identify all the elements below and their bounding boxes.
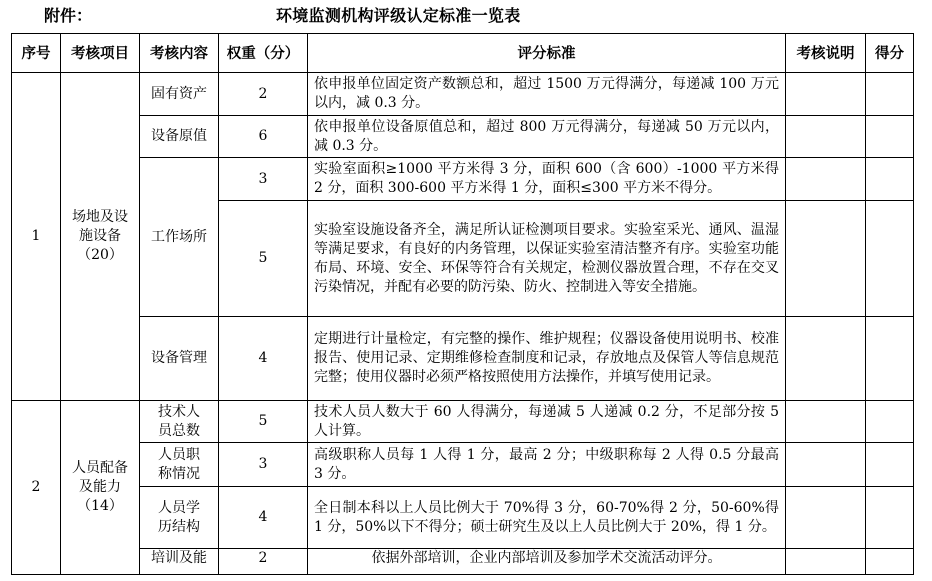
row-standard: 定期进行计量检定，有完整的操作、维护规程；仪器设备使用说明书、校准报告、使用记录、定期维修检查制度和记录，存放地点及保管人等信息规范完整；使用仪器时必须严格按照使用方法操作，并填写使用记录。	[308, 317, 786, 401]
col-header-score: 得分	[866, 34, 914, 73]
row-content: 人员职称情况	[140, 443, 219, 487]
col-header-weight: 权重（分）	[219, 34, 308, 73]
row-score	[866, 487, 914, 549]
section-item: 场地及设施设备（20）	[61, 73, 140, 401]
row-score	[866, 201, 914, 317]
row-standard: 技术人员人数大于 60 人得满分，每递减 5 人递减 0.2 分，不足部分按 5 人计算。	[308, 401, 786, 443]
row-note	[786, 116, 866, 158]
row-score	[866, 549, 914, 575]
row-content: 工作场所	[140, 158, 219, 317]
row-weight: 5	[219, 201, 308, 317]
row-standard: 依据外部培训，企业内部培训及参加学术交流活动评分。	[308, 549, 786, 575]
table-row	[12, 116, 914, 158]
row-score	[866, 401, 914, 443]
table-row	[12, 317, 914, 401]
table-row	[12, 401, 914, 443]
table-row	[12, 73, 914, 116]
table-row	[12, 158, 914, 201]
row-score	[866, 443, 914, 487]
row-content: 设备原值	[140, 116, 219, 158]
row-content: 人员学历结构	[140, 487, 219, 549]
row-content: 固有资产	[140, 73, 219, 116]
table-row	[12, 443, 914, 487]
row-content: 培训及能	[140, 549, 219, 575]
row-score	[866, 158, 914, 201]
section-number: 2	[12, 401, 61, 575]
row-weight: 4	[219, 487, 308, 549]
row-weight: 3	[219, 443, 308, 487]
row-note	[786, 158, 866, 201]
row-weight: 5	[219, 401, 308, 443]
row-weight: 2	[219, 73, 308, 116]
row-standard: 依申报单位固定资产数额总和，超过 1500 万元得满分，每递减 100 万元以内，减 0.3 分。	[308, 73, 786, 116]
row-note	[786, 201, 866, 317]
section-number: 1	[12, 73, 61, 401]
row-score	[866, 73, 914, 116]
row-score	[866, 317, 914, 401]
col-header-item: 考核项目	[61, 34, 140, 73]
row-note	[786, 401, 866, 443]
row-standard: 实验室设施设备齐全，满足所认证检测项目要求。实验室采光、通风、温湿等满足要求，有良好的内务管理，以保证实验室清洁整齐有序。实验室功能布局、环境、安全、环保等符合有关规定，检测仪器放置合理，不存在交叉污染情况，并配有必要的防污染、防火、控制进入等安全措施。	[308, 201, 786, 317]
row-content: 设备管理	[140, 317, 219, 401]
document-title: 环境监测机构评级认定标准一览表	[276, 6, 521, 25]
row-weight: 6	[219, 116, 308, 158]
row-standard: 全日制本科以上人员比例大于 70%得 3 分，60-70%得 2 分，50-60%得 1 分，50%以下不得分；硕士研究生及以上人员比例大于 20%，得 1 分。	[308, 487, 786, 549]
row-weight: 3	[219, 158, 308, 201]
row-note	[786, 317, 866, 401]
table-row	[12, 487, 914, 549]
row-content: 技术人员总数	[140, 401, 219, 443]
row-weight: 2	[219, 549, 308, 575]
col-header-note: 考核说明	[786, 34, 866, 73]
row-note	[786, 443, 866, 487]
row-standard: 实验室面积≥1000 平方米得 3 分，面积 600（含 600）-1000 平方米得 2 分，面积 300-600 平方米得 1 分，面积≤300 平方米不得分。	[308, 158, 786, 201]
standards-table	[11, 33, 914, 575]
row-note	[786, 549, 866, 575]
table-row	[12, 549, 914, 575]
row-weight: 4	[219, 317, 308, 401]
col-header-no: 序号	[12, 34, 61, 73]
section-item: 人员配备及能力（14）	[61, 401, 140, 575]
table-header-row	[12, 34, 914, 73]
attachment-label: 附件：	[44, 6, 93, 25]
col-header-content: 考核内容	[140, 34, 219, 73]
row-score	[866, 116, 914, 158]
row-note	[786, 487, 866, 549]
row-note	[786, 73, 866, 116]
col-header-standard: 评分标准	[308, 34, 786, 73]
row-standard: 依申报单位设备原值总和，超过 800 万元得满分，每递减 50 万元以内，减 0.3 分。	[308, 116, 786, 158]
row-standard: 高级职称人员每 1 人得 1 分，最高 2 分；中级职称每 2 人得 0.5 分最高 3 分。	[308, 443, 786, 487]
